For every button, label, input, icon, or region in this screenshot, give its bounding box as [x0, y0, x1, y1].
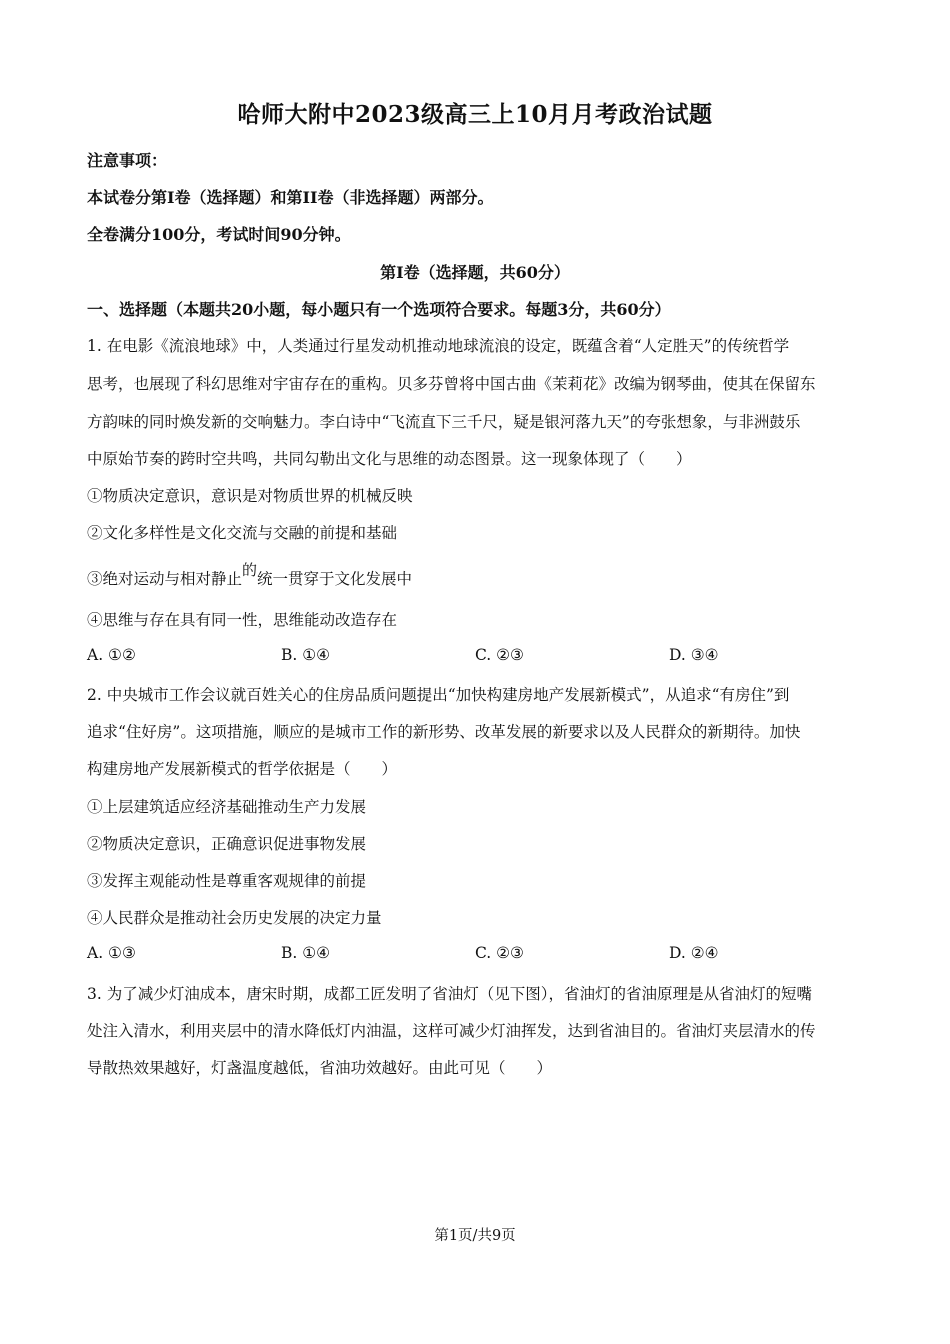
- exam-title: 哈师大附中2023级高三上10月月考政治试题: [237, 101, 713, 128]
- q1-stem-line-2: 思考，也展现了科幻思维对宇宙存在的重构。贝多芬曾将中国古曲《茉莉花》改编为钢琴曲，使其在保留东: [87, 375, 816, 393]
- q2-stem-line-3: 构建房地产发展新模式的哲学依据是（ ）: [87, 760, 398, 778]
- q1-item-3: [87, 561, 413, 589]
- part1-heading: 第Ⅰ卷（选择题，共60分）: [380, 263, 570, 282]
- q1-item-4: ④思维与存在具有同一性，思维能动改造存在: [87, 611, 398, 629]
- q1-option-b: B. ①④: [281, 646, 331, 664]
- q1-item-3-raised-char: 的: [242, 561, 258, 579]
- q2-option-b: B. ①④: [281, 944, 331, 962]
- q2-option-c: C. ②③: [475, 944, 524, 962]
- q2-option-d: D. ②④: [669, 944, 719, 962]
- q2-item-3: ③发挥主观能动性是尊重客观规律的前提: [87, 872, 367, 890]
- q2-item-1: ①上层建筑适应经济基础推动生产力发展: [87, 798, 367, 816]
- q1-stem-line-3: 方韵味的同时焕发新的交响魅力。李白诗中“飞流直下三千尺，疑是银河落九天”的夸张想象，与非洲鼓乐: [87, 413, 801, 431]
- q1-option-a: A. ①②: [87, 646, 136, 664]
- q1-item-2: ②文化多样性是文化交流与交融的前提和基础: [87, 524, 398, 542]
- q1-item-3-end: 统一贯穿于文化发展中: [257, 570, 413, 588]
- q1-item-1: ①物质决定意识，意识是对物质世界的机械反映: [87, 487, 413, 505]
- page-footer: 第1页/共9页: [434, 1228, 516, 1244]
- q2-stem-line-2: 追求“住好房”。这项措施，顺应的是城市工作的新形势、改革发展的新要求以及人民群众的新期待。加快: [87, 723, 801, 741]
- q2-item-4: ④人民群众是推动社会历史发展的决定力量: [87, 909, 382, 927]
- notice-line-2: 全卷满分100分，考试时间90分钟。: [87, 225, 351, 244]
- notice-heading: 注意事项：: [87, 151, 168, 170]
- q1-option-d: D. ③④: [669, 646, 719, 664]
- q1-item-3-start: ③绝对运动与相对静止: [87, 570, 243, 588]
- q3-stem-line-2: 处注入清水，利用夹层中的清水降低灯内油温，这样可减少灯油挥发，达到省油目的。省油灯夹层清水的传: [87, 1022, 816, 1040]
- notice-line-1: 本试卷分第Ⅰ卷（选择题）和第II卷（非选择题）两部分。: [87, 188, 494, 207]
- q2-item-2: ②物质决定意识，正确意识促进事物发展: [87, 835, 367, 853]
- q1-stem-line-4: 中原始节奏的跨时空共鸣，共同勾勒出文化与思维的动态图景。这一现象体现了（ ）: [87, 450, 692, 468]
- q2-option-a: A. ①③: [87, 944, 136, 962]
- q3-stem-line-1: 3. 为了减少灯油成本，唐宋时期，成都工匠发明了省油灯（见下图），省油灯的省油原理是从省油灯的短嘴: [87, 985, 812, 1003]
- q2-stem-line-1: 2. 中央城市工作会议就百姓关心的住房品质问题提出“加快构建房地产发展新模式”，从追求“有房住”到: [87, 686, 790, 704]
- q3-stem-line-3: 导散热效果越好，灯盏温度越低，省油功效越好。由此可见（ ）: [87, 1059, 553, 1077]
- q1-option-c: C. ②③: [475, 646, 524, 664]
- section1-heading: 一、选择题（本题共20小题，每小题只有一个选项符合要求。每题3分，共60分）: [87, 300, 671, 319]
- q1-stem-line-1: 1. 在电影《流浪地球》中，人类通过行星发动机推动地球流浪的设定，既蕴含着“人定胜天”的传统哲学: [87, 337, 790, 355]
